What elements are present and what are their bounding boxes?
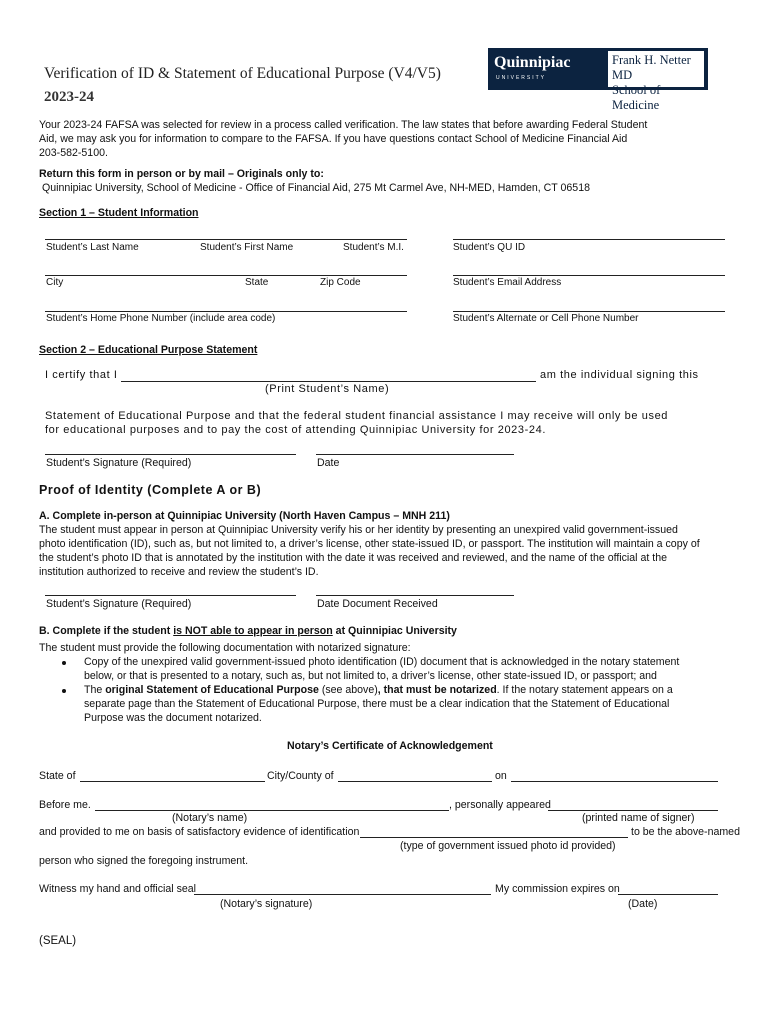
zip-label: Zip Code xyxy=(320,277,361,288)
before-me-label: Before me. xyxy=(39,799,91,811)
city-label: City xyxy=(46,277,64,288)
section1-heading: Section 1 – Student Information xyxy=(39,207,199,219)
email-label: Student’s Email Address xyxy=(453,277,562,288)
city-county-field-line[interactable] xyxy=(338,781,492,782)
option-b-underlined: is NOT able to appear in person xyxy=(173,625,333,637)
bullet-2-c: (see above) xyxy=(318,684,378,696)
printed-signer-label: (printed name of signer) xyxy=(582,812,695,824)
a-signature-field-line[interactable] xyxy=(45,595,296,596)
first-name-label: Student’s First Name xyxy=(200,242,294,253)
on-date-field-line[interactable] xyxy=(511,781,718,782)
bullet-dot-2 xyxy=(62,689,66,693)
notary-name-field-line[interactable] xyxy=(95,810,449,811)
bullet-dot-1 xyxy=(62,661,66,665)
intro-line-1: Your 2023-24 FAFSA was selected for review in a process called verification. The law states that before awarding Federal Student xyxy=(39,119,648,131)
id-type-field-line[interactable] xyxy=(360,837,628,838)
commission-date-label: (Date) xyxy=(628,898,658,910)
a-signature-label: Student’s Signature (Required) xyxy=(46,598,192,610)
qu-id-label: Student’s QU ID xyxy=(453,242,526,253)
mi-label: Student’s M.I. xyxy=(343,242,404,253)
option-a-line-3: the student’s photo ID that is annotated by the institution with the date it was received and reviewed, and the name of the official at the xyxy=(39,552,667,564)
state-of-label: State of xyxy=(39,770,76,782)
name-field-line[interactable] xyxy=(45,239,407,240)
option-b-prefix: B. Complete if the student xyxy=(39,625,174,637)
logo-school-line2: School of Medicine xyxy=(612,83,661,112)
print-name-label: (Print Student’s Name) xyxy=(265,383,390,395)
section2-heading: Section 2 – Educational Purpose Statement xyxy=(39,344,258,356)
state-label: State xyxy=(245,277,269,288)
notary-heading: Notary’s Certificate of Acknowledgement xyxy=(287,740,493,752)
personally-appeared-label: , personally appeared xyxy=(449,799,551,811)
form-year: 2023-24 xyxy=(44,89,94,105)
return-address: Quinnipiac University, School of Medicine - Office of Financial Aid, 275 Mt Carmel Ave, NH-MED, Hamden, CT 06518 xyxy=(42,182,590,194)
bullet-1-line-2: below, or that is presented to a notary, such as, but not limited to, a driver’s license, other state-issued ID, or passport; and xyxy=(84,670,657,682)
home-phone-field-line[interactable] xyxy=(45,311,407,312)
logo-main-text: Quinnipiac xyxy=(494,54,571,71)
option-a-line-4: institution authorized to receive and review the student’s ID. xyxy=(39,566,319,578)
bullet-2-d: , that must be notarized xyxy=(377,684,497,696)
signature-field-line[interactable] xyxy=(45,454,296,455)
intro-paragraph xyxy=(39,118,647,160)
form-title: Verification of ID & Statement of Educational Purpose (V4/V5) xyxy=(44,65,441,82)
bullet-2-a: The xyxy=(84,684,106,696)
print-name-field-line[interactable] xyxy=(121,381,536,382)
last-name-label: Student’s Last Name xyxy=(46,242,139,253)
intro-line-2: Aid, we may ask you for information to compare to the FAFSA. If you have questions contact School of Medicine Financial Aid xyxy=(39,133,628,145)
bullet-2-e: . If the notary statement appears on a xyxy=(496,684,673,696)
logo-school-box xyxy=(608,51,704,112)
city-county-label: City/County of xyxy=(267,770,334,782)
id-type-label: (type of government issued photo id provided) xyxy=(400,840,616,852)
home-phone-label: Student’s Home Phone Number (include area code) xyxy=(46,313,276,324)
date-label: Date xyxy=(317,457,340,469)
bullet-2-b: original Statement of Educational Purpose xyxy=(105,684,319,696)
return-heading: Return this form in person or by mail – Originals only to: xyxy=(39,168,324,180)
logo-school-line1: Frank H. Netter MD xyxy=(612,53,691,82)
alt-phone-field-line[interactable] xyxy=(453,311,725,312)
seal-label: (SEAL) xyxy=(39,935,77,947)
notary-name-label: (Notary’s name) xyxy=(172,812,248,824)
state-field-line[interactable] xyxy=(80,781,265,782)
option-b-intro: The student must provide the following documentation with notarized signature: xyxy=(39,642,411,654)
a-date-label: Date Document Received xyxy=(317,598,438,610)
bullet-2-line-1 xyxy=(84,683,673,697)
signer-name-field-line[interactable] xyxy=(548,810,718,811)
commission-label: My commission expires on xyxy=(495,883,620,895)
notary-signature-label: (Notary’s signature) xyxy=(220,898,313,910)
signature-label: Student’s Signature (Required) xyxy=(46,457,192,469)
statement-line-2: for educational purposes and to pay the cost of attending Quinnipiac University for 2023-24. xyxy=(45,424,546,436)
witness-label: Witness my hand and official seal xyxy=(39,883,197,895)
proof-heading: Proof of Identity (Complete A or B) xyxy=(39,483,262,497)
alt-phone-label: Student’s Alternate or Cell Phone Number xyxy=(453,313,639,324)
certify-text: I certify that I xyxy=(45,369,118,381)
bullet-1-line-1: Copy of the unexpired valid government-issued photo identification (ID) document that is acknowledged in the notary statement xyxy=(84,656,680,668)
qu-id-field-line[interactable] xyxy=(453,239,725,240)
quinnipiac-logo xyxy=(488,48,708,112)
notary-signature-field-line[interactable] xyxy=(194,894,491,895)
option-a-heading: A. Complete in-person at Quinnipiac University (North Haven Campus – MNH 211) xyxy=(39,510,450,522)
person-signed-text: person who signed the foregoing instrument. xyxy=(39,855,249,867)
option-a-paragraph xyxy=(39,523,700,579)
date-field-line[interactable] xyxy=(316,454,514,455)
bullet-2-line-3: Purpose was the document notarized. xyxy=(84,712,262,724)
provided-label: and provided to me on basis of satisfactory evidence of identification xyxy=(39,826,360,838)
certify-end-text: am the individual signing this xyxy=(540,369,699,381)
option-a-line-2: photo identification (ID), such as, but not limited to, a driver’s license, other state-issued ID, or passport. The institution will maintain a copy of xyxy=(39,538,700,550)
bullet-2-line-2: separate page than the Statement of Educational Purpose, there must be a clear indication that the Statement of Educational xyxy=(84,698,670,710)
logo-sub-text: UNIVERSITY xyxy=(496,75,547,81)
a-date-field-line[interactable] xyxy=(316,595,514,596)
on-label: on xyxy=(495,770,507,782)
statement-line-1: Statement of Educational Purpose and that the federal student financial assistance I may receive will only be used xyxy=(45,410,669,422)
intro-line-3: 203-582-5100. xyxy=(39,147,108,159)
bullet-2 xyxy=(84,683,673,725)
option-b-heading xyxy=(39,625,457,637)
option-b-suffix: at Quinnipiac University xyxy=(332,625,457,637)
address-field-line[interactable] xyxy=(45,275,407,276)
above-named-label: to be the above-named xyxy=(631,826,740,838)
email-field-line[interactable] xyxy=(453,275,725,276)
bullet-1 xyxy=(84,655,679,683)
option-a-line-1: The student must appear in person at Quinnipiac University verify his or her identity by presenting an unexpired valid government-issued xyxy=(39,524,678,536)
commission-date-field-line[interactable] xyxy=(618,894,718,895)
